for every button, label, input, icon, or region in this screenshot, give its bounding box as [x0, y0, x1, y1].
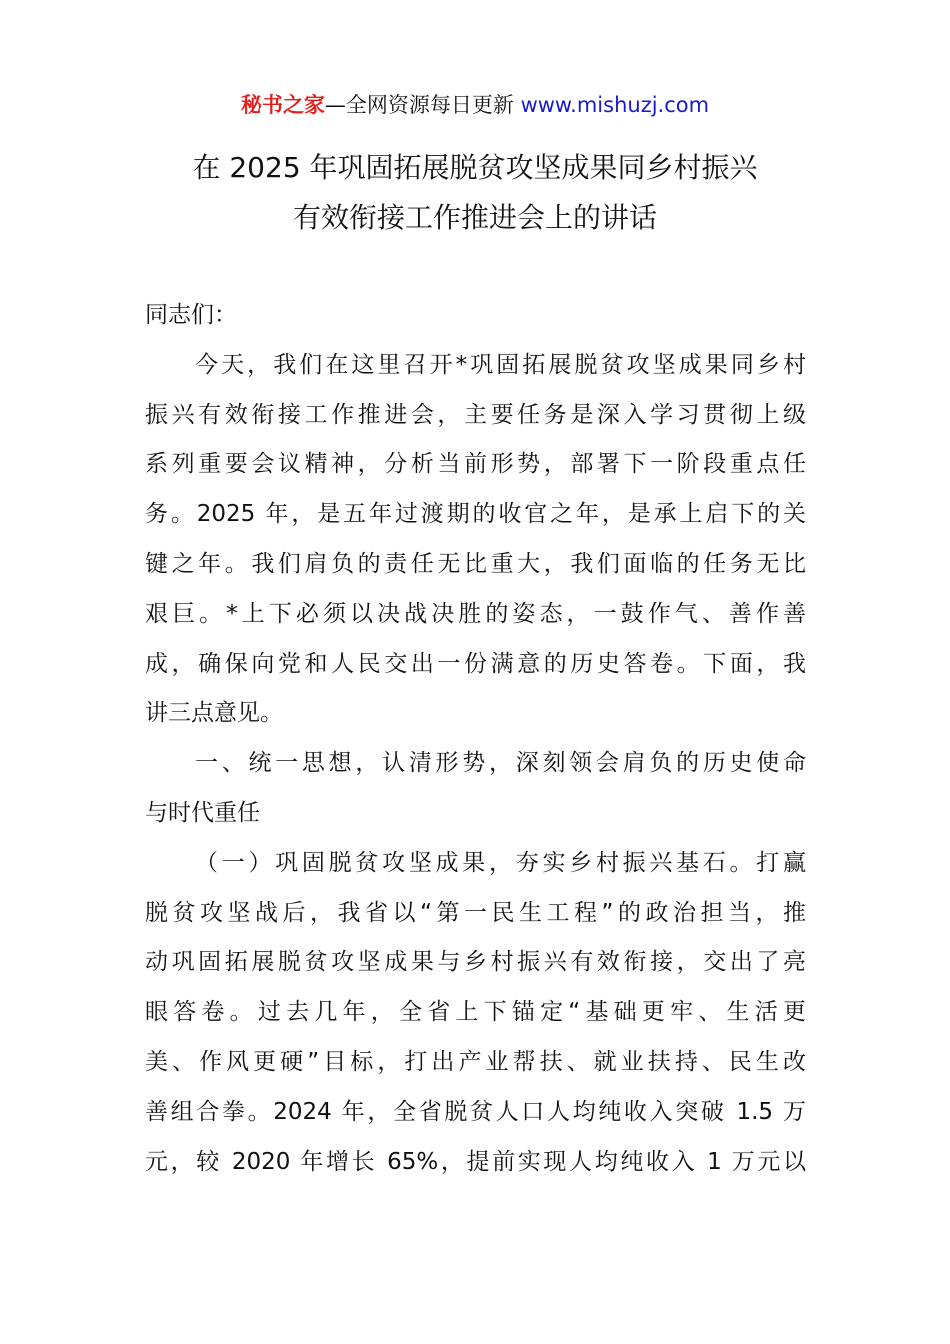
paragraph-line: 讲三点意见。 — [145, 700, 283, 727]
banner-slogan: —全网资源每日更新 — [324, 93, 521, 117]
paragraph-line: 艰巨。*上下必须以决战决胜的姿态，一鼓作气、善作善 — [145, 600, 806, 627]
document-body — [145, 291, 806, 1187]
paragraph-line: 眼答卷。过去几年，全省上下锚定“基础更牢、生活更 — [145, 999, 806, 1026]
site-banner — [0, 88, 950, 122]
paragraph-line: 成，确保向党和人民交出一份满意的历史答卷。下面，我 — [145, 650, 806, 677]
paragraph-line: 系列重要会议精神，分析当前形势，部署下一阶段重点任 — [145, 451, 806, 478]
site-url-link[interactable]: www.mishuzj.com — [520, 93, 710, 117]
document-title-line-2: 有效衔接工作推进会上的讲话 — [292, 201, 657, 234]
paragraph-line: 美、作风更硬”目标，打出产业帮扶、就业扶持、民生改 — [145, 1048, 806, 1075]
paragraph-line: 今天，我们在这里召开*巩固拓展脱贫攻坚成果同乡村 — [195, 351, 806, 378]
paragraph-line: 键之年。我们肩负的责任无比重大，我们面临的任务无比 — [145, 550, 806, 577]
section-heading-line: 与时代重任 — [145, 799, 260, 826]
brand-name: 秘书之家 — [240, 93, 325, 117]
document-title-line-1: 在 2025 年巩固拓展脱贫攻坚成果同乡村振兴 — [192, 151, 758, 184]
paragraph-line: 元，较 2020 年增长 65%，提前实现人均纯收入 1 万元以 — [145, 1148, 806, 1175]
paragraph-line: （一）巩固脱贫攻坚成果，夯实乡村振兴基石。打赢 — [195, 849, 806, 876]
section-heading-line: 一、统一思想，认清形势，深刻领会肩负的历史使命 — [195, 750, 806, 777]
paragraph-line: 动巩固拓展脱贫攻坚成果与乡村振兴有效衔接，交出了亮 — [145, 949, 806, 976]
paragraph-line: 脱贫攻坚战后，我省以“第一民生工程”的政治担当，推 — [145, 899, 806, 926]
paragraph-line: 振兴有效衔接工作推进会，主要任务是深入学习贯彻上级 — [145, 401, 806, 428]
paragraph-line: 务。2025 年，是五年过渡期的收官之年，是承上启下的关 — [145, 501, 806, 528]
salutation: 同志们： — [145, 302, 237, 328]
paragraph-line: 善组合拳。2024 年，全省脱贫人口人均纯收入突破 1.5 万 — [145, 1098, 806, 1125]
